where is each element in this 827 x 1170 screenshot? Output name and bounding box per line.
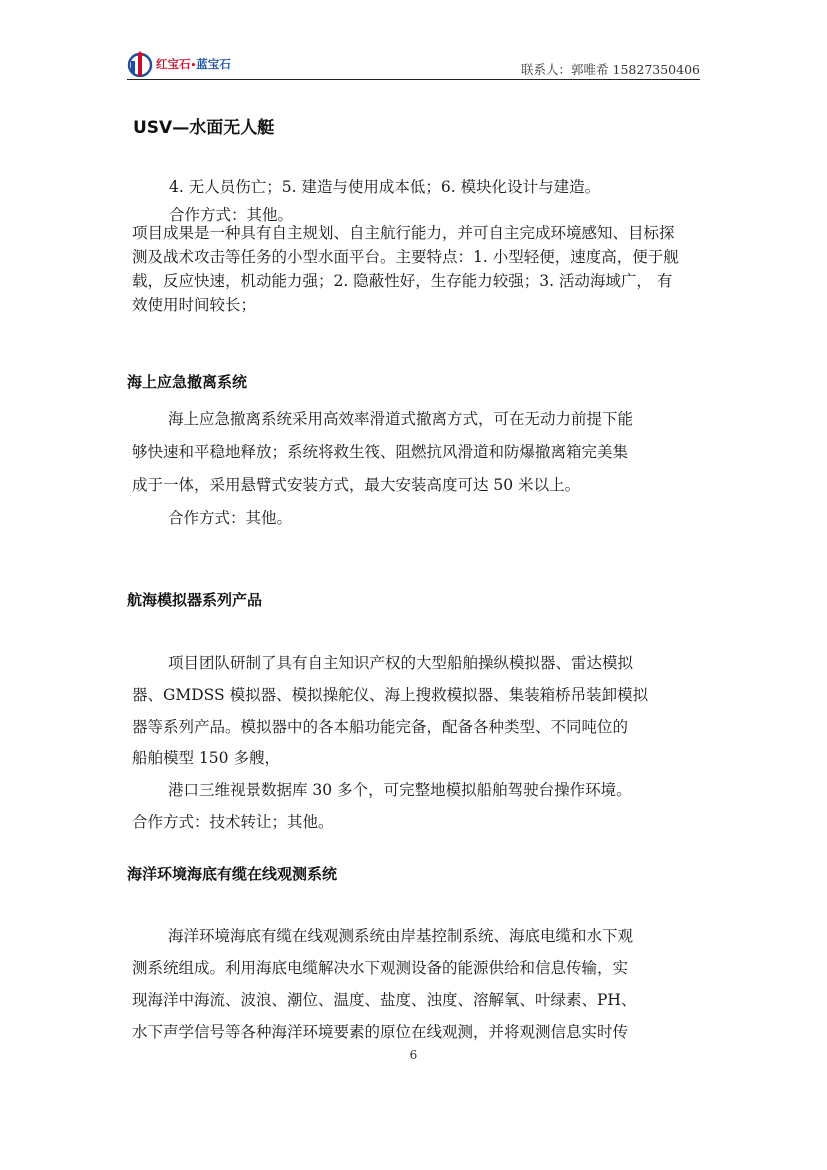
logo-text-sapphire: 蓝宝石: [196, 57, 231, 71]
logo-wordmark: [156, 56, 231, 72]
company-logo: [127, 50, 231, 78]
observation-line: 水下声学信号等各种海洋环境要素的原位在线观测，并将观测信息实时传: [132, 1023, 629, 1041]
section-title-simulator: 航海模拟器系列产品: [127, 591, 263, 609]
simulator-line: 器等系列产品。模拟器中的各本船功能完备，配备各种类型、不同吨位的: [132, 718, 629, 736]
evacuation-line: 海上应急撤离系统采用高效率滑道式撤离方式，可在无动力前提下能: [168, 410, 634, 428]
simulator-line: 合作方式：技术转让；其他。: [132, 813, 334, 831]
page-header: [127, 50, 700, 80]
evacuation-line: 够快速和平稳地释放；系统将救生筏、阻燃抗风滑道和防爆撤离箱完美集: [132, 443, 629, 461]
page-number: 6: [409, 1048, 418, 1062]
simulator-line: 港口三维视景数据库 30 多个，可完整地模拟船舶驾驶台操作环境。: [168, 781, 632, 799]
section-title-observation: 海洋环境海底有缆在线观测系统: [127, 865, 338, 883]
section-title-usv: USV—水面无人艇: [133, 118, 275, 138]
evacuation-line: 成于一体，采用悬臂式安装方式，最大安装高度可达 50 米以上。: [132, 476, 581, 494]
observation-line: 测系统组成。利用海底电缆解决水下观测设备的能源供给和信息传输，实: [132, 959, 629, 977]
usv-line: 效使用时间较长；: [132, 296, 257, 314]
simulator-line: 船舶模型 150 多艘，: [132, 749, 280, 767]
gem-logo-icon: [127, 51, 153, 77]
header-divider: [127, 79, 700, 80]
usv-line: 合作方式：其他。: [169, 206, 294, 224]
usv-line: 测及战术攻击等任务的小型水面平台。主要特点：1. 小型轻便，速度高，便于舰: [132, 248, 679, 266]
simulator-line: 项目团队研制了具有自主知识产权的大型船舶操纵模拟器、雷达模拟: [168, 654, 634, 672]
logo-text-ruby: 红宝石: [156, 57, 191, 71]
section-title-evacuation: 海上应急撤离系统: [127, 373, 248, 391]
usv-line: 4. 无人员伤亡；5. 建造与使用成本低；6. 模块化设计与建造。: [169, 178, 601, 196]
usv-line: 项目成果是一种具有自主规划、自主航行能力，并可自主完成环境感知、目标探: [132, 224, 675, 242]
evacuation-line: 合作方式：其他。: [168, 509, 293, 527]
simulator-line: 器、GMDSS 模拟器、模拟操舵仪、海上搜救模拟器、集装箱桥吊装卸模拟: [132, 686, 649, 704]
contact-info: 联系人：郭唯希 15827350406: [521, 62, 700, 77]
usv-line: 载，反应快速，机动能力强；2. 隐蔽性好，生存能力较强；3. 活动海域广， 有: [132, 272, 673, 290]
logo-text-dot: •: [190, 61, 197, 71]
observation-line: 现海洋中海流、波浪、潮位、温度、盐度、浊度、溶解氧、叶绿素、PH、: [132, 991, 637, 1009]
observation-line: 海洋环境海底有缆在线观测系统由岸基控制系统、海底电缆和水下观: [168, 927, 634, 945]
